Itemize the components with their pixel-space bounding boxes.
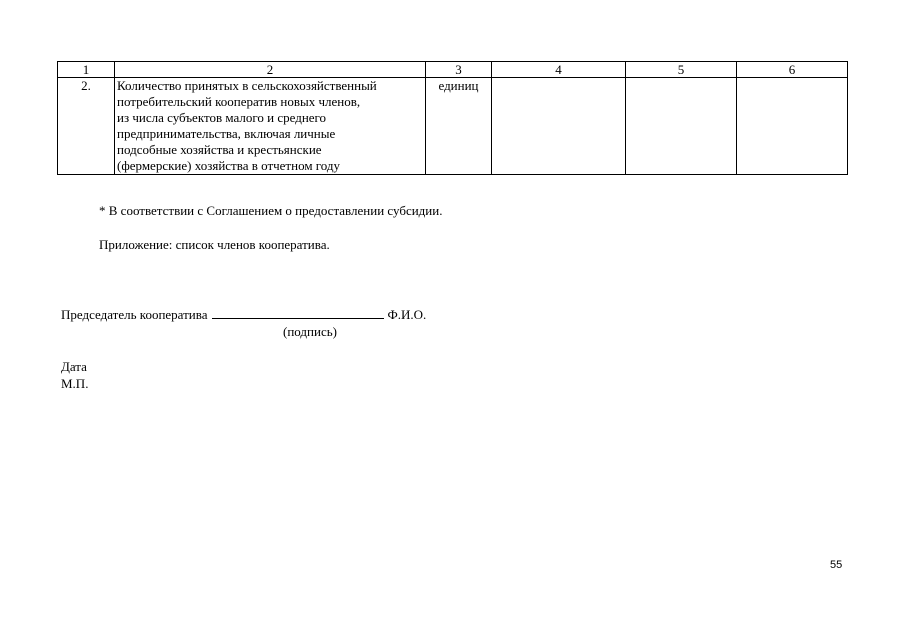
table-row xyxy=(58,78,848,175)
table-header-cell: 3 xyxy=(426,62,492,78)
row-number: 2. xyxy=(58,78,115,175)
report-table xyxy=(57,61,848,175)
footnote: * В соответствии с Соглашением о предоставлении субсидии. xyxy=(99,203,443,218)
stamp-label: М.П. xyxy=(61,376,89,391)
table-header-cell: 5 xyxy=(626,62,737,78)
row-unit: единиц xyxy=(426,78,492,175)
signature-block xyxy=(61,306,426,323)
table-header-cell: 2 xyxy=(115,62,426,78)
row-cell-5 xyxy=(626,78,737,175)
date-label: Дата xyxy=(61,359,87,374)
page-number: 55 xyxy=(830,559,843,571)
chairman-label: Председатель кооператива xyxy=(61,307,208,322)
table-header-cell: 6 xyxy=(737,62,848,78)
table-header-cell: 4 xyxy=(492,62,626,78)
table-header-cell: 1 xyxy=(58,62,115,78)
full-name-label: Ф.И.О. xyxy=(387,307,427,322)
appendix-note: Приложение: список членов кооператива. xyxy=(99,237,330,252)
description-line: подсобные хозяйства и крестьянские xyxy=(117,142,322,157)
row-cell-4 xyxy=(492,78,626,175)
description-line: предпринимательства, включая личные xyxy=(117,126,336,141)
description-line: потребительский кооператив новых членов, xyxy=(117,94,361,109)
signature-line xyxy=(212,306,384,319)
description-line: Количество принятых в сельскохозяйственный xyxy=(117,78,377,93)
row-description xyxy=(115,78,426,175)
table-header-row xyxy=(58,62,848,78)
row-cell-6 xyxy=(737,78,848,175)
signature-caption: (подпись) xyxy=(283,324,337,339)
description-line: (фермерские) хозяйства в отчетном году xyxy=(117,158,341,173)
description-line: из числа субъектов малого и среднего xyxy=(117,110,327,125)
